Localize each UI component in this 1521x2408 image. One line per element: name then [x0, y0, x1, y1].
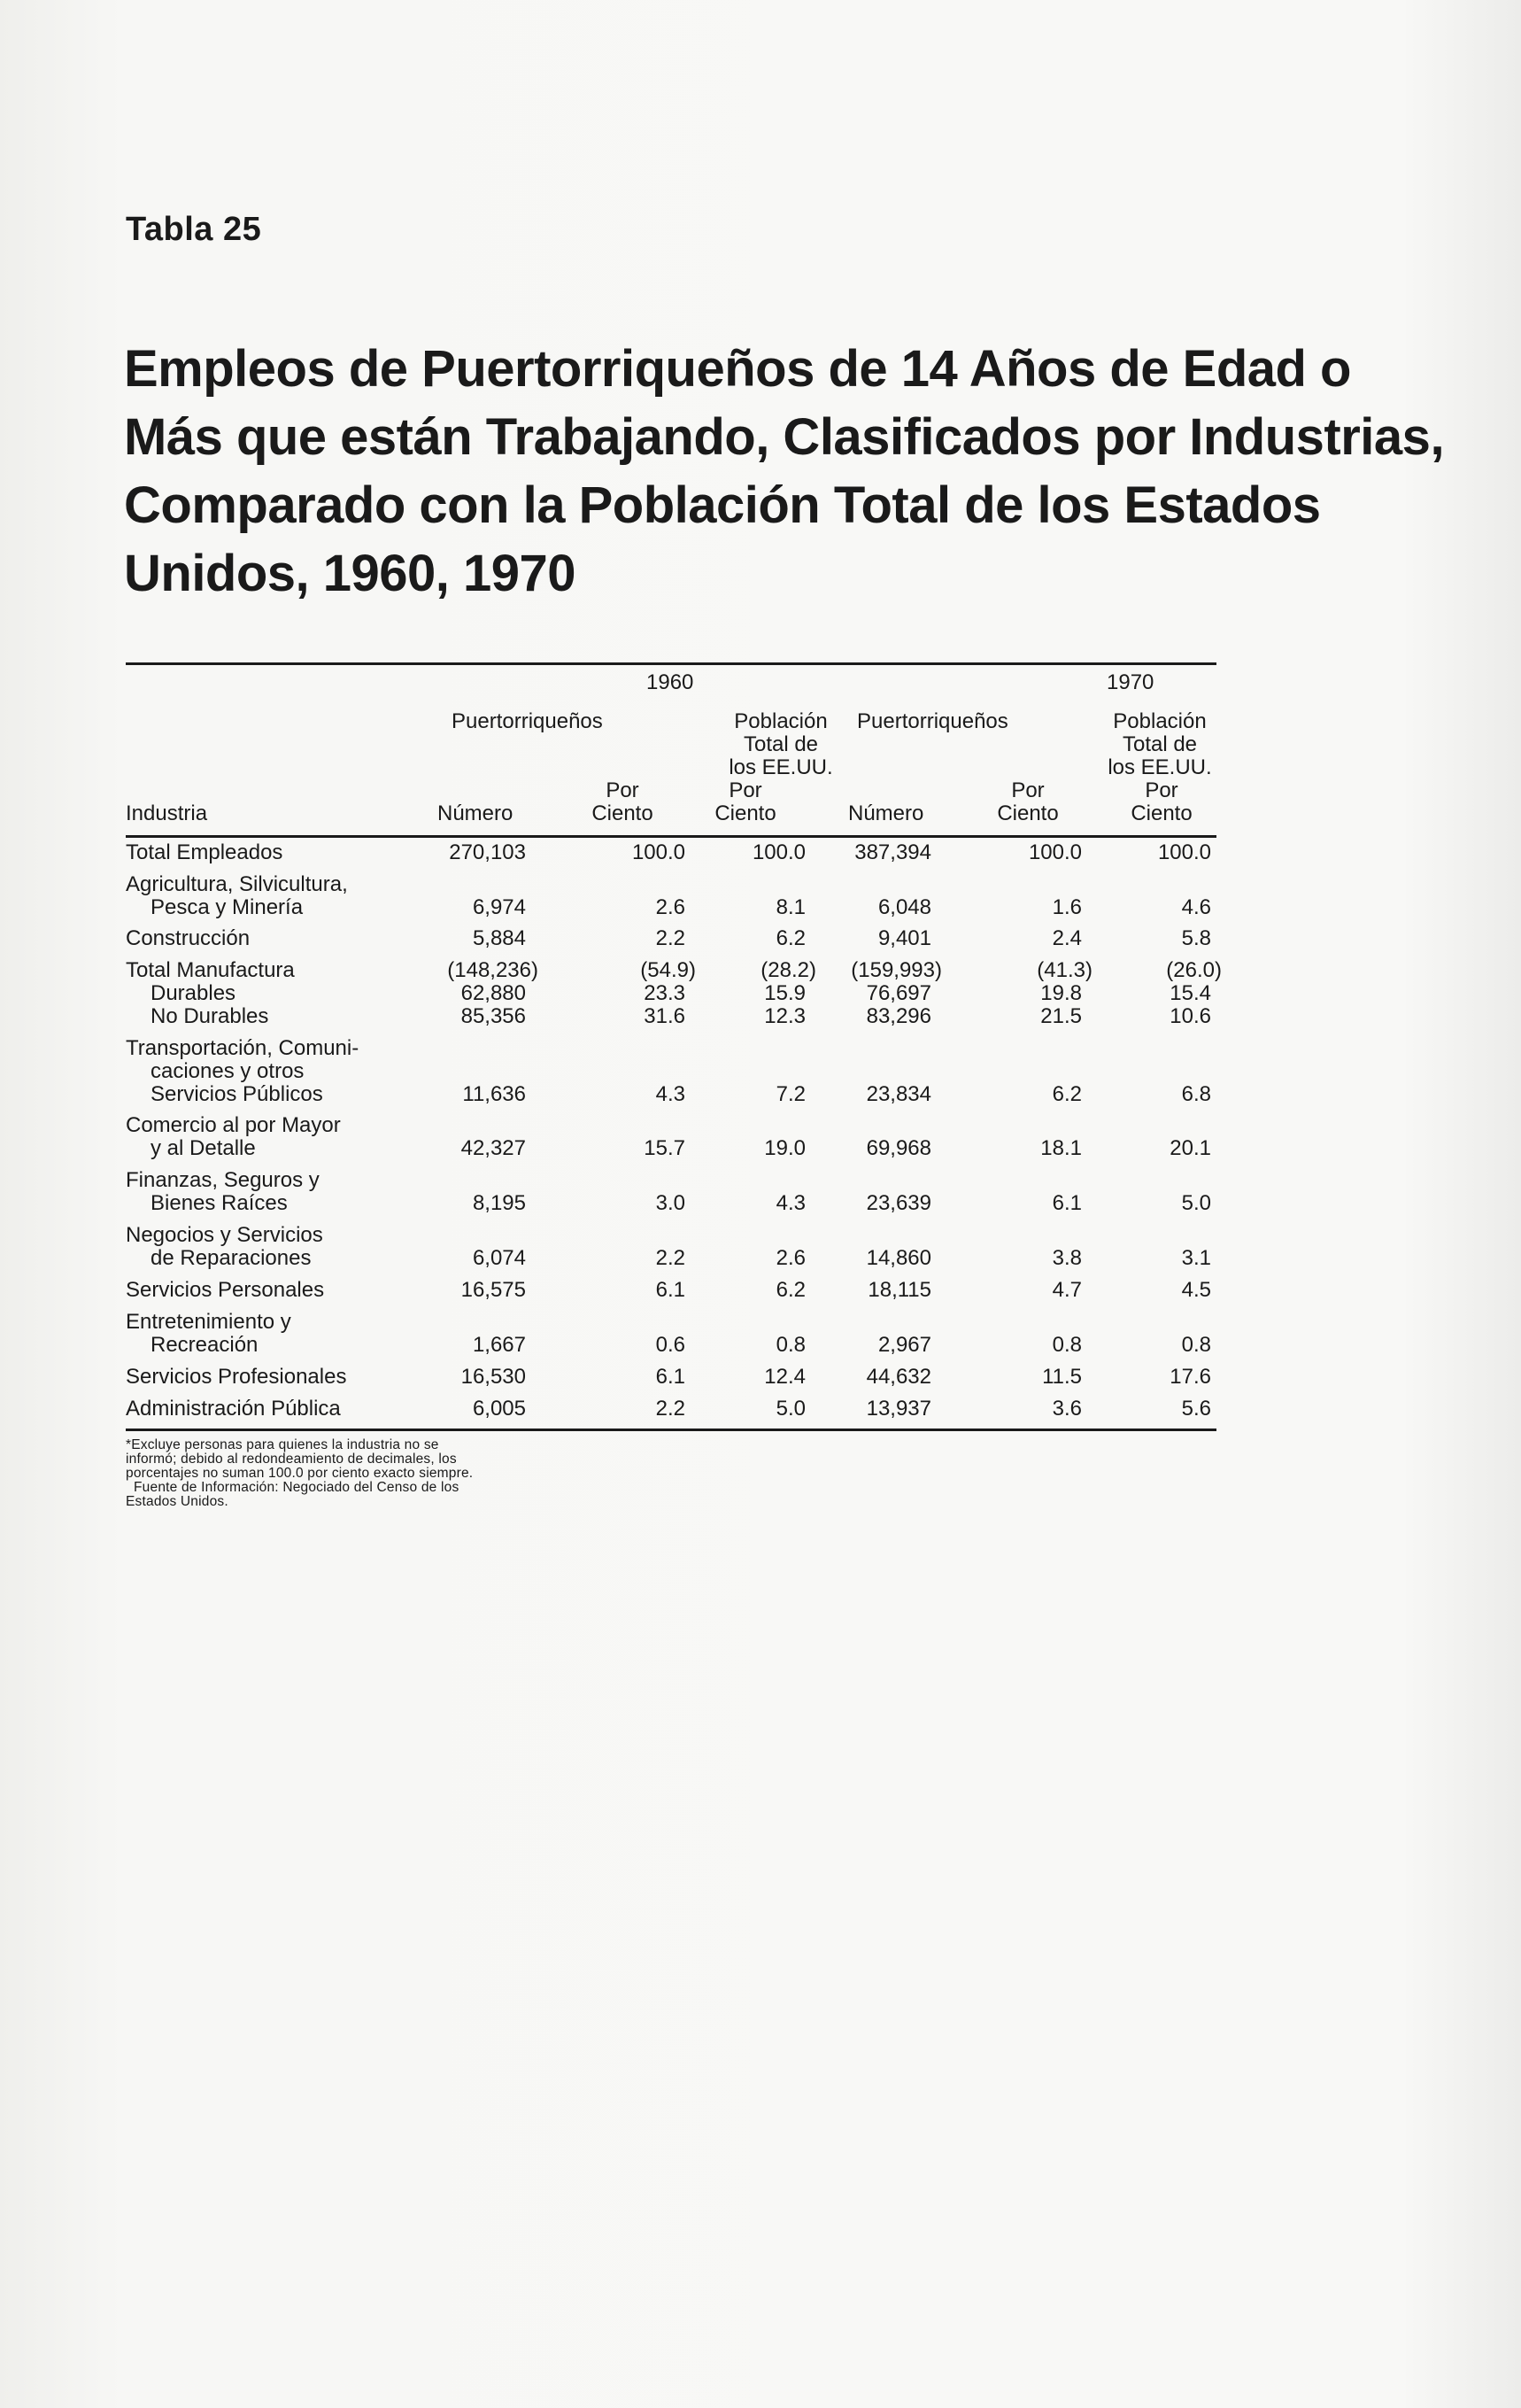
- table-title: [124, 335, 1445, 608]
- row-label: [126, 841, 282, 864]
- header-ciento: Ciento: [591, 801, 653, 825]
- cell-numero-1970: 44,632: [866, 1365, 931, 1389]
- cell-numero-1960: 270,103: [449, 840, 526, 864]
- header-poblacion-1960: [683, 710, 878, 779]
- header-poblacion-line: Total de: [1122, 732, 1198, 756]
- cell-pct-us-1960: 6.2: [776, 926, 806, 950]
- cell-pct-us-1970: 6.8: [1181, 1082, 1211, 1106]
- cell-pct-us-1970: 5.6: [1181, 1397, 1211, 1421]
- cell-pct-1960: 6.1: [655, 1365, 685, 1389]
- row-label-line: Recreación: [151, 1333, 259, 1357]
- cell-pct-1960: 4.3: [655, 1082, 685, 1106]
- footnote-line: Estados Unidos.: [126, 1494, 228, 1509]
- cell-numero-1960: 6,974: [472, 895, 526, 919]
- row-label: [126, 1169, 320, 1215]
- cell-pct-1970: 21.5: [1040, 1004, 1082, 1028]
- cell-pct-us-1970: 5.8: [1181, 926, 1211, 950]
- row-label-line: Negocios y Servicios: [126, 1223, 323, 1247]
- row-label-line: Servicios Públicos: [151, 1082, 323, 1106]
- row-label-line: Agricultura, Silvicultura,: [126, 872, 348, 896]
- cell-numero-1960: 1,667: [472, 1333, 526, 1357]
- footnote-line: *Excluye personas para quienes la industria no se: [126, 1437, 439, 1452]
- cell-pct-us-1960: 0.8: [776, 1333, 806, 1357]
- cell-pct-1960: 3.0: [655, 1191, 685, 1215]
- cell-pct-1960: 31.6: [644, 1004, 685, 1028]
- header-numero-1970: Número: [848, 801, 924, 825]
- header-industria: Industria: [126, 801, 208, 825]
- cell-numero-1960: 16,575: [460, 1278, 526, 1302]
- cell-pct-us-1970: 4.5: [1181, 1278, 1211, 1302]
- header-poblacion-line: los EE.UU.: [729, 755, 833, 779]
- cell-pct-us-1960: 2.6: [776, 1246, 806, 1270]
- cell-pct-1970: 18.1: [1040, 1136, 1082, 1160]
- cell-pct-1960: 2.2: [655, 1397, 685, 1421]
- header-por: Por: [1011, 778, 1045, 802]
- cell-numero-1960: 11,636: [462, 1082, 526, 1106]
- table-header-rule: [126, 835, 1216, 838]
- header-puertorriquenos-1970: Puertorriqueños: [857, 709, 1008, 733]
- row-label-line: Servicios Personales: [126, 1278, 325, 1302]
- cell-numero-1970: 387,394: [854, 840, 931, 864]
- cell-pct-us-1960: 12.3: [764, 1004, 806, 1028]
- header-por-ciento-poblacion-1960: [701, 779, 790, 825]
- row-label-line: y al Detalle: [151, 1136, 256, 1160]
- cell-pct-us-1970: 10.6: [1170, 1004, 1211, 1028]
- row-label: [126, 873, 348, 919]
- row-label: [126, 959, 295, 982]
- cell-pct-1970: 4.7: [1052, 1278, 1082, 1302]
- cell-pct-1960: (54.9): [640, 958, 696, 982]
- title-line: Empleos de Puertorriqueños de 14 Años de Edad o: [124, 340, 1351, 398]
- row-label: [126, 1037, 359, 1106]
- cell-numero-1970: (159,993): [851, 958, 942, 982]
- cell-pct-us-1970: 20.1: [1170, 1136, 1211, 1160]
- cell-pct-us-1970: 4.6: [1181, 895, 1211, 919]
- cell-pct-1970: (41.3): [1037, 958, 1092, 982]
- footnote-line: porcentajes no suman 100.0 por ciento exacto siempre.: [126, 1466, 474, 1481]
- cell-pct-1960: 6.1: [655, 1278, 685, 1302]
- cell-pct-us-1960: 5.0: [776, 1397, 806, 1421]
- header-year-1970: 1970: [1107, 670, 1154, 694]
- header-por: Por: [1145, 778, 1178, 802]
- cell-numero-1960: 62,880: [460, 981, 526, 1005]
- header-poblacion-line: los EE.UU.: [1108, 755, 1212, 779]
- row-label-line: caciones y otros: [151, 1059, 305, 1083]
- cell-pct-us-1970: 17.6: [1170, 1365, 1211, 1389]
- cell-pct-us-1970: 0.8: [1181, 1333, 1211, 1357]
- header-year-1960: 1960: [646, 670, 694, 694]
- table-bottom-rule: [126, 1429, 1216, 1431]
- row-label-line: Comercio al por Mayor: [126, 1113, 341, 1137]
- cell-numero-1970: 6,048: [877, 895, 931, 919]
- cell-pct-us-1960: 4.3: [776, 1191, 806, 1215]
- cell-numero-1960: 6,074: [472, 1246, 526, 1270]
- row-label: [126, 1005, 268, 1028]
- row-label-line: Administración Pública: [126, 1397, 341, 1421]
- row-label-line: Transportación, Comuni-: [126, 1036, 359, 1060]
- cell-pct-us-1960: 8.1: [776, 895, 806, 919]
- row-label-line: Durables: [151, 981, 236, 1005]
- header-por: Por: [729, 778, 762, 802]
- header-poblacion-line: Población: [734, 709, 828, 733]
- footnote-line: informó; debido al redondeamiento de decimales, los: [126, 1452, 457, 1467]
- header-por-ciento-1970: [988, 779, 1068, 825]
- footnote-line: Fuente de Información: Negociado del Censo de los: [126, 1480, 459, 1495]
- title-line: Unidos, 1960, 1970: [124, 545, 576, 602]
- row-label: [126, 1311, 291, 1357]
- title-line: Más que están Trabajando, Clasificados por Industrias,: [124, 408, 1445, 466]
- header-ciento: Ciento: [997, 801, 1059, 825]
- cell-pct-1960: 23.3: [644, 981, 685, 1005]
- header-por-ciento-poblacion-1970: [1117, 779, 1206, 825]
- cell-numero-1960: (148,236): [447, 958, 538, 982]
- row-label-line: Total Empleados: [126, 840, 283, 864]
- cell-pct-us-1970: 3.1: [1181, 1246, 1211, 1270]
- header-poblacion-1970: [1098, 710, 1222, 779]
- cell-pct-us-1970: (26.0): [1166, 958, 1222, 982]
- cell-numero-1960: 16,530: [460, 1365, 526, 1389]
- cell-pct-us-1960: (28.2): [760, 958, 816, 982]
- cell-pct-1970: 11.5: [1042, 1365, 1082, 1389]
- cell-pct-us-1970: 15.4: [1170, 981, 1211, 1005]
- row-label-line: Bienes Raíces: [151, 1191, 288, 1215]
- row-label: [126, 1114, 341, 1160]
- cell-pct-us-1960: 6.2: [776, 1278, 806, 1302]
- row-label: [126, 1398, 341, 1421]
- row-label-line: No Durables: [151, 1004, 269, 1028]
- cell-pct-1960: 100.0: [631, 840, 685, 864]
- header-poblacion-line: Total de: [743, 732, 819, 756]
- cell-pct-1970: 6.2: [1052, 1082, 1082, 1106]
- title-line: Comparado con la Población Total de los Estados: [124, 476, 1321, 534]
- header-por-ciento-1960: [583, 779, 662, 825]
- table-footnotes: [126, 1438, 622, 1509]
- cell-pct-1970: 3.6: [1052, 1397, 1082, 1421]
- cell-numero-1970: 18,115: [868, 1278, 931, 1302]
- cell-pct-1960: 2.6: [655, 895, 685, 919]
- cell-pct-1970: 6.1: [1052, 1191, 1082, 1215]
- cell-pct-1960: 15.7: [644, 1136, 685, 1160]
- cell-numero-1960: 85,356: [460, 1004, 526, 1028]
- cell-pct-us-1960: 15.9: [764, 981, 806, 1005]
- cell-pct-1960: 2.2: [655, 1246, 685, 1270]
- cell-pct-1970: 0.8: [1052, 1333, 1082, 1357]
- cell-pct-us-1970: 5.0: [1181, 1191, 1211, 1215]
- row-label-line: Total Manufactura: [126, 958, 295, 982]
- cell-numero-1970: 83,296: [866, 1004, 931, 1028]
- row-label: [126, 1366, 346, 1389]
- row-label: [126, 927, 250, 950]
- cell-numero-1970: 23,639: [866, 1191, 931, 1215]
- cell-pct-us-1960: 12.4: [764, 1365, 806, 1389]
- cell-pct-1960: 2.2: [655, 926, 685, 950]
- row-label-line: Entretenimiento y: [126, 1310, 291, 1334]
- cell-numero-1960: 6,005: [472, 1397, 526, 1421]
- row-label-line: de Reparaciones: [151, 1246, 312, 1270]
- row-label-line: Servicios Profesionales: [126, 1365, 347, 1389]
- header-ciento: Ciento: [714, 801, 776, 825]
- header-poblacion-line: Población: [1113, 709, 1207, 733]
- table-number: Tabla 25: [126, 211, 262, 248]
- row-label: [126, 1279, 324, 1302]
- row-label-line: Finanzas, Seguros y: [126, 1168, 320, 1192]
- row-label: [126, 1224, 323, 1270]
- header-por: Por: [606, 778, 639, 802]
- cell-pct-1960: 0.6: [655, 1333, 685, 1357]
- row-label-line: Pesca y Minería: [151, 895, 304, 919]
- cell-numero-1970: 2,967: [877, 1333, 931, 1357]
- cell-pct-1970: 1.6: [1052, 895, 1082, 919]
- cell-numero-1960: 42,327: [460, 1136, 526, 1160]
- cell-pct-1970: 3.8: [1052, 1246, 1082, 1270]
- cell-numero-1970: 13,937: [866, 1397, 931, 1421]
- cell-pct-us-1960: 100.0: [752, 840, 806, 864]
- cell-pct-1970: 100.0: [1028, 840, 1082, 864]
- cell-numero-1970: 9,401: [877, 926, 931, 950]
- cell-pct-us-1970: 100.0: [1157, 840, 1211, 864]
- row-label-line: Construcción: [126, 926, 251, 950]
- header-puertorriquenos-1960: Puertorriqueños: [452, 709, 603, 733]
- cell-numero-1960: 5,884: [472, 926, 526, 950]
- cell-numero-1960: 8,195: [472, 1191, 526, 1215]
- cell-pct-us-1960: 19.0: [764, 1136, 806, 1160]
- table-top-rule: [126, 662, 1216, 665]
- cell-numero-1970: 69,968: [866, 1136, 931, 1160]
- header-numero-1960: Número: [437, 801, 513, 825]
- cell-numero-1970: 23,834: [866, 1082, 931, 1106]
- cell-pct-us-1960: 7.2: [776, 1082, 806, 1106]
- cell-pct-1970: 2.4: [1052, 926, 1082, 950]
- cell-numero-1970: 76,697: [866, 981, 931, 1005]
- row-label: [126, 982, 235, 1005]
- header-ciento: Ciento: [1131, 801, 1193, 825]
- cell-pct-1970: 19.8: [1040, 981, 1082, 1005]
- cell-numero-1970: 14,860: [866, 1246, 931, 1270]
